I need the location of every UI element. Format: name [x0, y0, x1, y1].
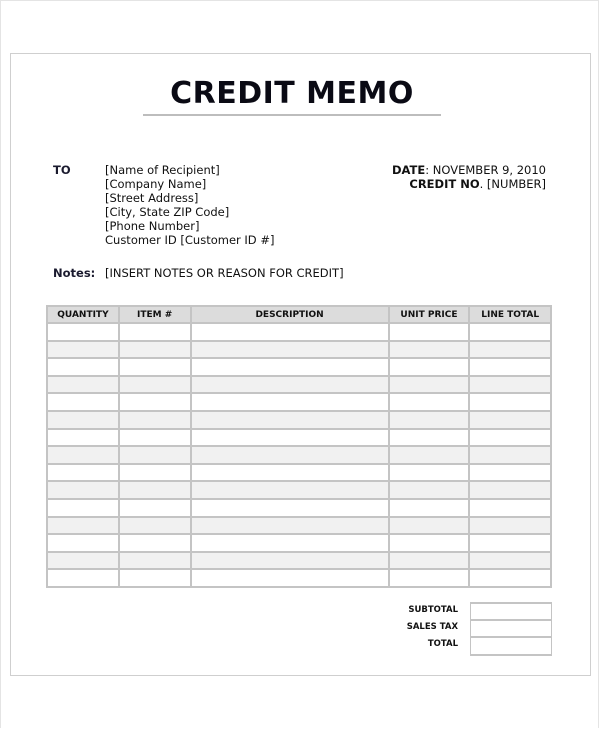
table-row [47, 517, 551, 535]
cell-quantity[interactable] [47, 411, 119, 429]
cell-description[interactable] [191, 429, 389, 447]
col-quantity: QUANTITY [47, 306, 119, 323]
recipient-block [105, 163, 274, 247]
cell-line-total[interactable] [469, 464, 551, 482]
cell-unit-price[interactable] [389, 517, 470, 535]
cell-item-number[interactable] [119, 323, 191, 341]
cell-quantity[interactable] [47, 358, 119, 376]
cell-line-total[interactable] [469, 411, 551, 429]
cell-unit-price[interactable] [389, 341, 470, 359]
notes-value: [INSERT NOTES OR REASON FOR CREDIT] [105, 266, 344, 280]
credit-no-line [392, 177, 546, 191]
cell-description[interactable] [191, 341, 389, 359]
table-row [47, 446, 551, 464]
cell-item-number[interactable] [119, 517, 191, 535]
table-body [47, 323, 551, 587]
sales-tax-label: SALES TAX [406, 622, 458, 632]
cell-description[interactable] [191, 446, 389, 464]
notes-label: Notes: [53, 266, 96, 280]
cell-item-number[interactable] [119, 341, 191, 359]
cell-unit-price[interactable] [389, 323, 470, 341]
credit-no-label: CREDIT NO [409, 177, 480, 191]
cell-line-total[interactable] [469, 517, 551, 535]
cell-unit-price[interactable] [389, 376, 470, 394]
recipient-company: [Company Name] [105, 177, 207, 191]
cell-quantity[interactable] [47, 446, 119, 464]
cell-item-number[interactable] [119, 534, 191, 552]
sales-tax-row [380, 619, 552, 637]
items-table [46, 305, 552, 588]
cell-item-number[interactable] [119, 411, 191, 429]
subtotal-label: SUBTOTAL [408, 605, 458, 615]
col-unit-price: UNIT PRICE [389, 306, 470, 323]
cell-quantity[interactable] [47, 499, 119, 517]
cell-unit-price[interactable] [389, 429, 470, 447]
credit-no-value: . [NUMBER] [479, 177, 546, 191]
recipient-street: [Street Address] [105, 191, 199, 205]
cell-item-number[interactable] [119, 446, 191, 464]
cell-quantity[interactable] [47, 393, 119, 411]
total-label: TOTAL [427, 639, 458, 649]
date-line [392, 163, 546, 177]
recipient-name: [Name of Recipient] [105, 163, 220, 177]
cell-line-total[interactable] [469, 358, 551, 376]
table-row [47, 464, 551, 482]
cell-quantity[interactable] [47, 464, 119, 482]
cell-item-number[interactable] [119, 569, 191, 587]
cell-unit-price[interactable] [389, 411, 470, 429]
cell-unit-price[interactable] [389, 481, 470, 499]
cell-quantity[interactable] [47, 552, 119, 570]
cell-quantity[interactable] [47, 517, 119, 535]
total-field[interactable] [470, 636, 552, 656]
cell-unit-price[interactable] [389, 499, 470, 517]
cell-description[interactable] [191, 393, 389, 411]
table-row [47, 499, 551, 517]
cell-description[interactable] [191, 358, 389, 376]
to-label: TO [53, 163, 71, 177]
cell-unit-price[interactable] [389, 464, 470, 482]
cell-description[interactable] [191, 376, 389, 394]
col-description: DESCRIPTION [191, 306, 389, 323]
cell-description[interactable] [191, 552, 389, 570]
col-line-total: LINE TOTAL [469, 306, 551, 323]
date-value: : NOVEMBER 9, 2010 [425, 163, 546, 177]
memo-meta [392, 163, 546, 191]
table-row [47, 358, 551, 376]
total-row [380, 636, 552, 654]
cell-item-number[interactable] [119, 464, 191, 482]
cell-description[interactable] [191, 411, 389, 429]
table-row [47, 376, 551, 394]
col-item-number: ITEM # [119, 306, 191, 323]
table-row [47, 341, 551, 359]
cell-description[interactable] [191, 534, 389, 552]
cell-line-total[interactable] [469, 341, 551, 359]
table-row [47, 429, 551, 447]
cell-line-total[interactable] [469, 481, 551, 499]
recipient-city: [City, State ZIP Code] [105, 205, 230, 219]
cell-unit-price[interactable] [389, 569, 470, 587]
cell-quantity[interactable] [47, 323, 119, 341]
table-row [47, 569, 551, 587]
cell-line-total[interactable] [469, 552, 551, 570]
cell-quantity[interactable] [47, 569, 119, 587]
cell-quantity[interactable] [47, 341, 119, 359]
cell-line-total[interactable] [469, 569, 551, 587]
recipient-customer-id: Customer ID [Customer ID #] [105, 233, 275, 247]
cell-quantity[interactable] [47, 376, 119, 394]
table-row [47, 411, 551, 429]
cell-line-total[interactable] [469, 376, 551, 394]
cell-unit-price[interactable] [389, 534, 470, 552]
cell-line-total[interactable] [469, 499, 551, 517]
cell-line-total[interactable] [469, 534, 551, 552]
table-row [47, 481, 551, 499]
cell-description[interactable] [191, 323, 389, 341]
cell-quantity[interactable] [47, 429, 119, 447]
cell-quantity[interactable] [47, 534, 119, 552]
cell-unit-price[interactable] [389, 393, 470, 411]
cell-item-number[interactable] [119, 393, 191, 411]
cell-line-total[interactable] [469, 323, 551, 341]
table-row [47, 323, 551, 341]
cell-item-number[interactable] [119, 358, 191, 376]
table-row [47, 534, 551, 552]
cell-item-number[interactable] [119, 429, 191, 447]
cell-line-total[interactable] [469, 446, 551, 464]
cell-description[interactable] [191, 569, 389, 587]
cell-description[interactable] [191, 481, 389, 499]
title-underline [143, 114, 441, 116]
cell-item-number[interactable] [119, 552, 191, 570]
page-title: CREDIT MEMO [170, 76, 414, 111]
cell-unit-price[interactable] [389, 358, 470, 376]
cell-quantity[interactable] [47, 481, 119, 499]
recipient-phone: [Phone Number] [105, 219, 200, 233]
cell-unit-price[interactable] [389, 552, 470, 570]
cell-description[interactable] [191, 464, 389, 482]
cell-item-number[interactable] [119, 481, 191, 499]
cell-unit-price[interactable] [389, 446, 470, 464]
table-row [47, 393, 551, 411]
table-row [47, 552, 551, 570]
table-header-row [47, 306, 551, 323]
date-label: DATE [392, 163, 426, 177]
cell-description[interactable] [191, 499, 389, 517]
cell-item-number[interactable] [119, 376, 191, 394]
cell-item-number[interactable] [119, 499, 191, 517]
cell-line-total[interactable] [469, 393, 551, 411]
cell-line-total[interactable] [469, 429, 551, 447]
cell-description[interactable] [191, 517, 389, 535]
subtotal-row [380, 602, 552, 620]
